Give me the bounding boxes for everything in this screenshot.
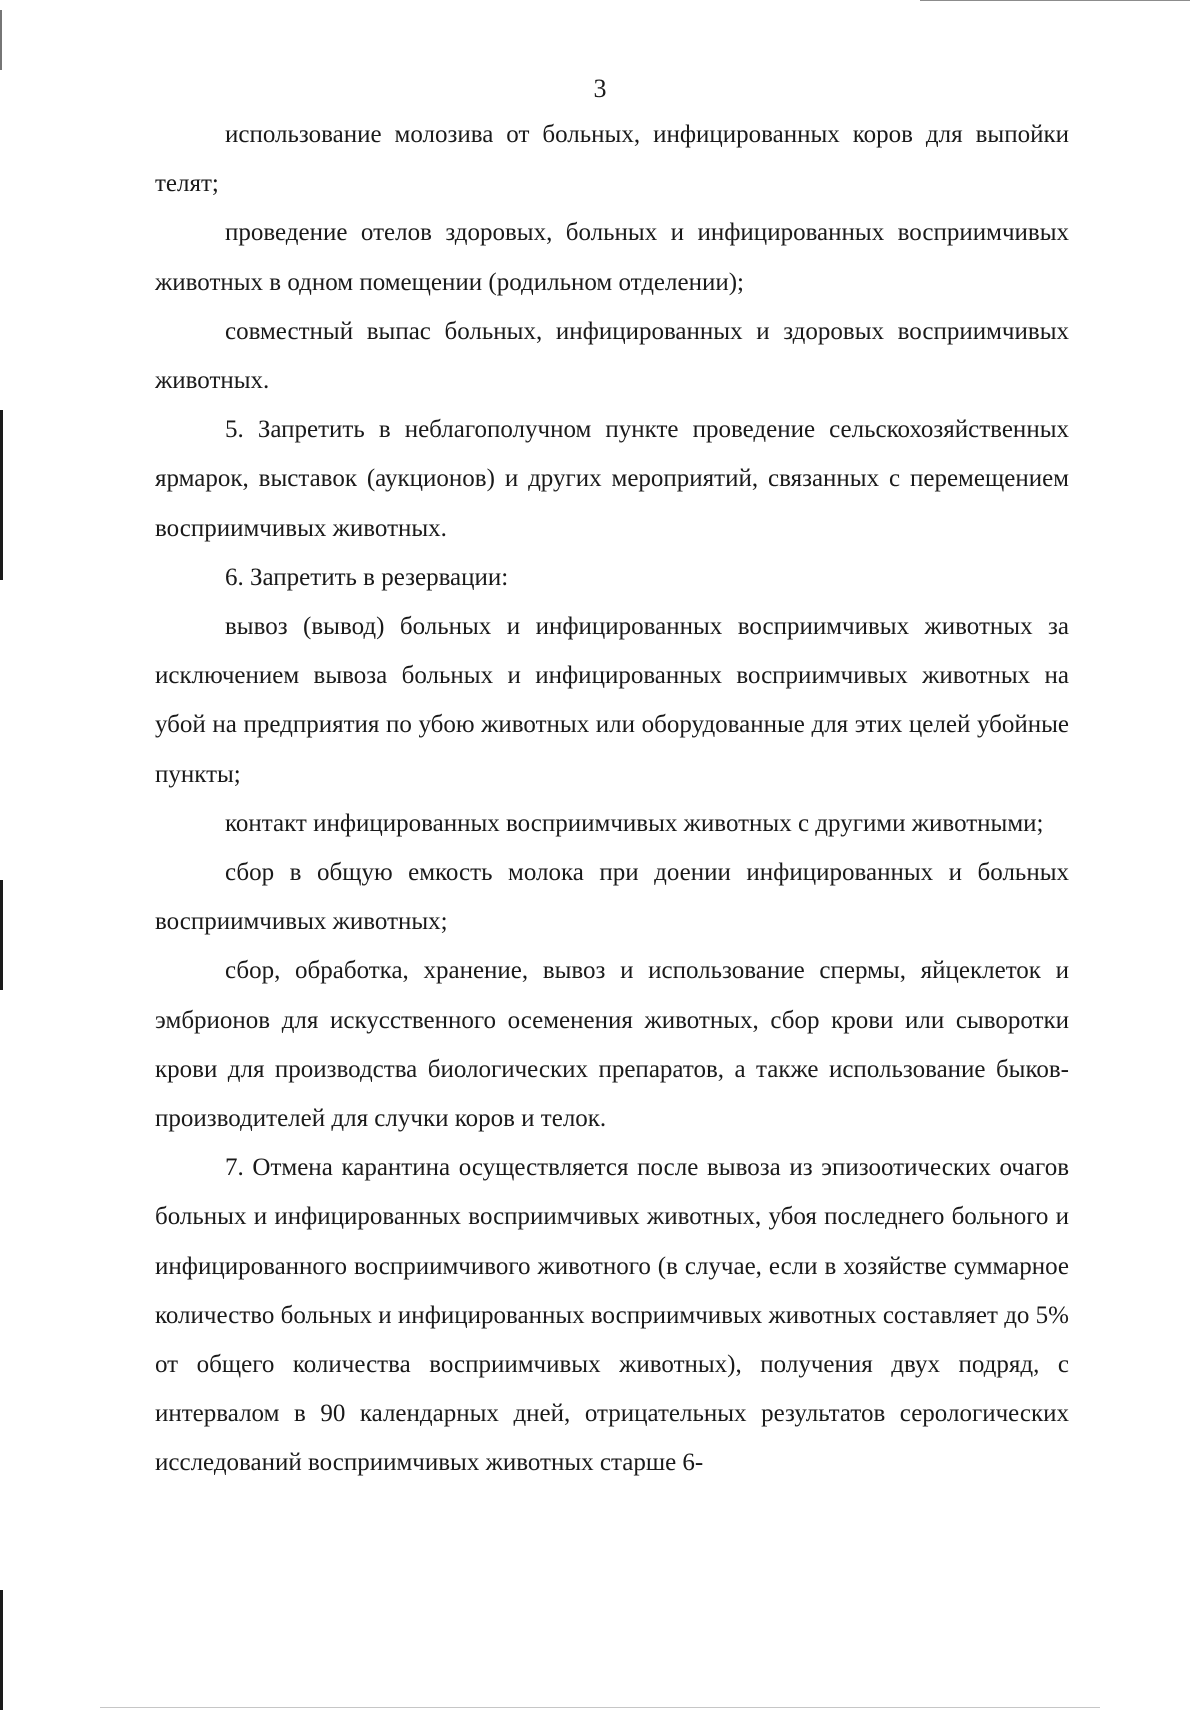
paragraph: сбор, обработка, хранение, вывоз и использование спермы, яйцеклеток и эмбрионов для искусственного осеменения животных, сбор крови или сыворотки крови для производства биологических препаратов, а также использование быков-производителей для случки коров и телок. xyxy=(155,957,1069,1133)
paragraph: 7. Отмена карантина осуществляется после вывоза из эпизоотических очагов больных и инфицированных восприимчивых животных, убоя последнего больного и инфицированного восприимчивого животного (в случае, если в хозяйстве суммарное количество больных и инфицированных восприимчивых животных составляет до 5% от общего количества восприимчивых животных), получения двух подряд, с интервалом в 90 календарных дней, отрицательных результатов серологических исследований восприимчивых животных старше 6- xyxy=(155,1154,1069,1477)
paragraph: 6. Запретить в резервации: xyxy=(225,563,509,591)
page-number: 3 xyxy=(593,74,607,103)
scan-edge-mark xyxy=(100,1707,1100,1708)
scan-edge-mark xyxy=(0,10,2,70)
scan-edge-mark xyxy=(0,880,3,990)
paragraph: использование молозива от больных, инфицированных коров для выпойки телят; xyxy=(155,121,1069,198)
paragraph: 5. Запретить в неблагополучном пункте проведение сельскохозяйственных ярмарок, выставок (аукционов) и других мероприятий, связанных с перемещением восприимчивых животных. xyxy=(155,416,1069,542)
document-body xyxy=(155,110,1069,1488)
paragraph: контакт инфицированных восприимчивых животных с другими животными; xyxy=(225,809,1044,837)
scan-edge-mark xyxy=(0,410,3,580)
paragraph: сбор в общую емкость молока при доении инфицированных и больных восприимчивых животных; xyxy=(155,859,1069,936)
paragraph: вывоз (вывод) больных и инфицированных восприимчивых животных за исключением вывоза больных и инфицированных восприимчивых животных на убой на предприятия по убою животных или оборудованные для этих целей убойные пункты; xyxy=(155,613,1069,788)
paragraph: проведение отелов здоровых, больных и инфицированных восприимчивых животных в одном помещении (родильном отделении); xyxy=(155,219,1069,296)
scan-edge-mark xyxy=(0,1590,3,1710)
scan-edge-mark xyxy=(920,0,1190,1)
paragraph: совместный выпас больных, инфицированных и здоровых восприимчивых животных. xyxy=(155,317,1069,395)
